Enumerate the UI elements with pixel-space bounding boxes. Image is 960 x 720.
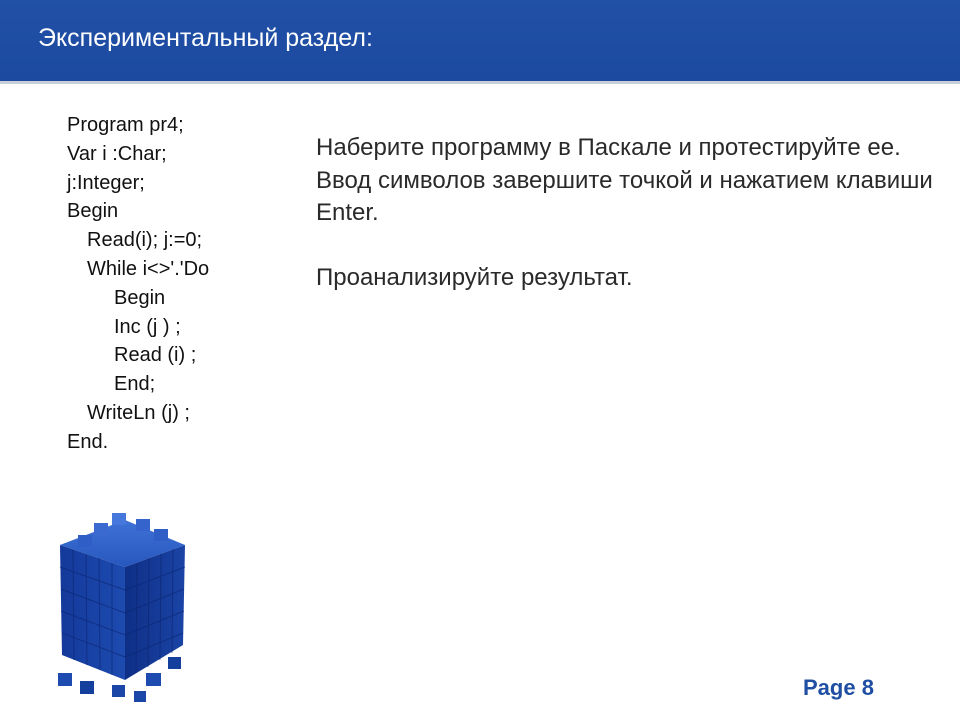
code-line: While i<>'.'Do <box>87 257 210 280</box>
code-line: Read(i); j:=0; <box>87 229 203 252</box>
code-line: End. <box>67 430 109 453</box>
code-line: Begin <box>67 200 119 223</box>
code-line: j:Integer; <box>67 171 145 194</box>
instruction-analyze: Проанализируйте результат. <box>316 264 633 291</box>
instruction-type-program: Наберите программу в Паскале и протестируйте ее. <box>316 134 901 161</box>
instructions-text <box>316 132 936 295</box>
blue-cube-icon <box>50 505 200 705</box>
code-line: Read (i) ; <box>114 344 197 367</box>
code-block <box>67 111 307 457</box>
code-line: Program pr4; <box>67 114 184 136</box>
page-number: Page 8 <box>803 675 874 700</box>
code-line: Var i :Char; <box>67 142 167 165</box>
code-line: WriteLn (j) ; <box>87 401 190 424</box>
slide-title: Экспериментальный раздел: <box>38 24 373 52</box>
paragraph-gap <box>316 230 936 263</box>
instruction-input-end: Ввод символов завершите точкой и нажатием клавиши Enter. <box>316 166 933 226</box>
code-line: End; <box>114 373 156 396</box>
code-line: Inc (j ) ; <box>114 315 181 338</box>
header-bar <box>0 0 960 84</box>
code-line: Begin <box>114 286 166 309</box>
